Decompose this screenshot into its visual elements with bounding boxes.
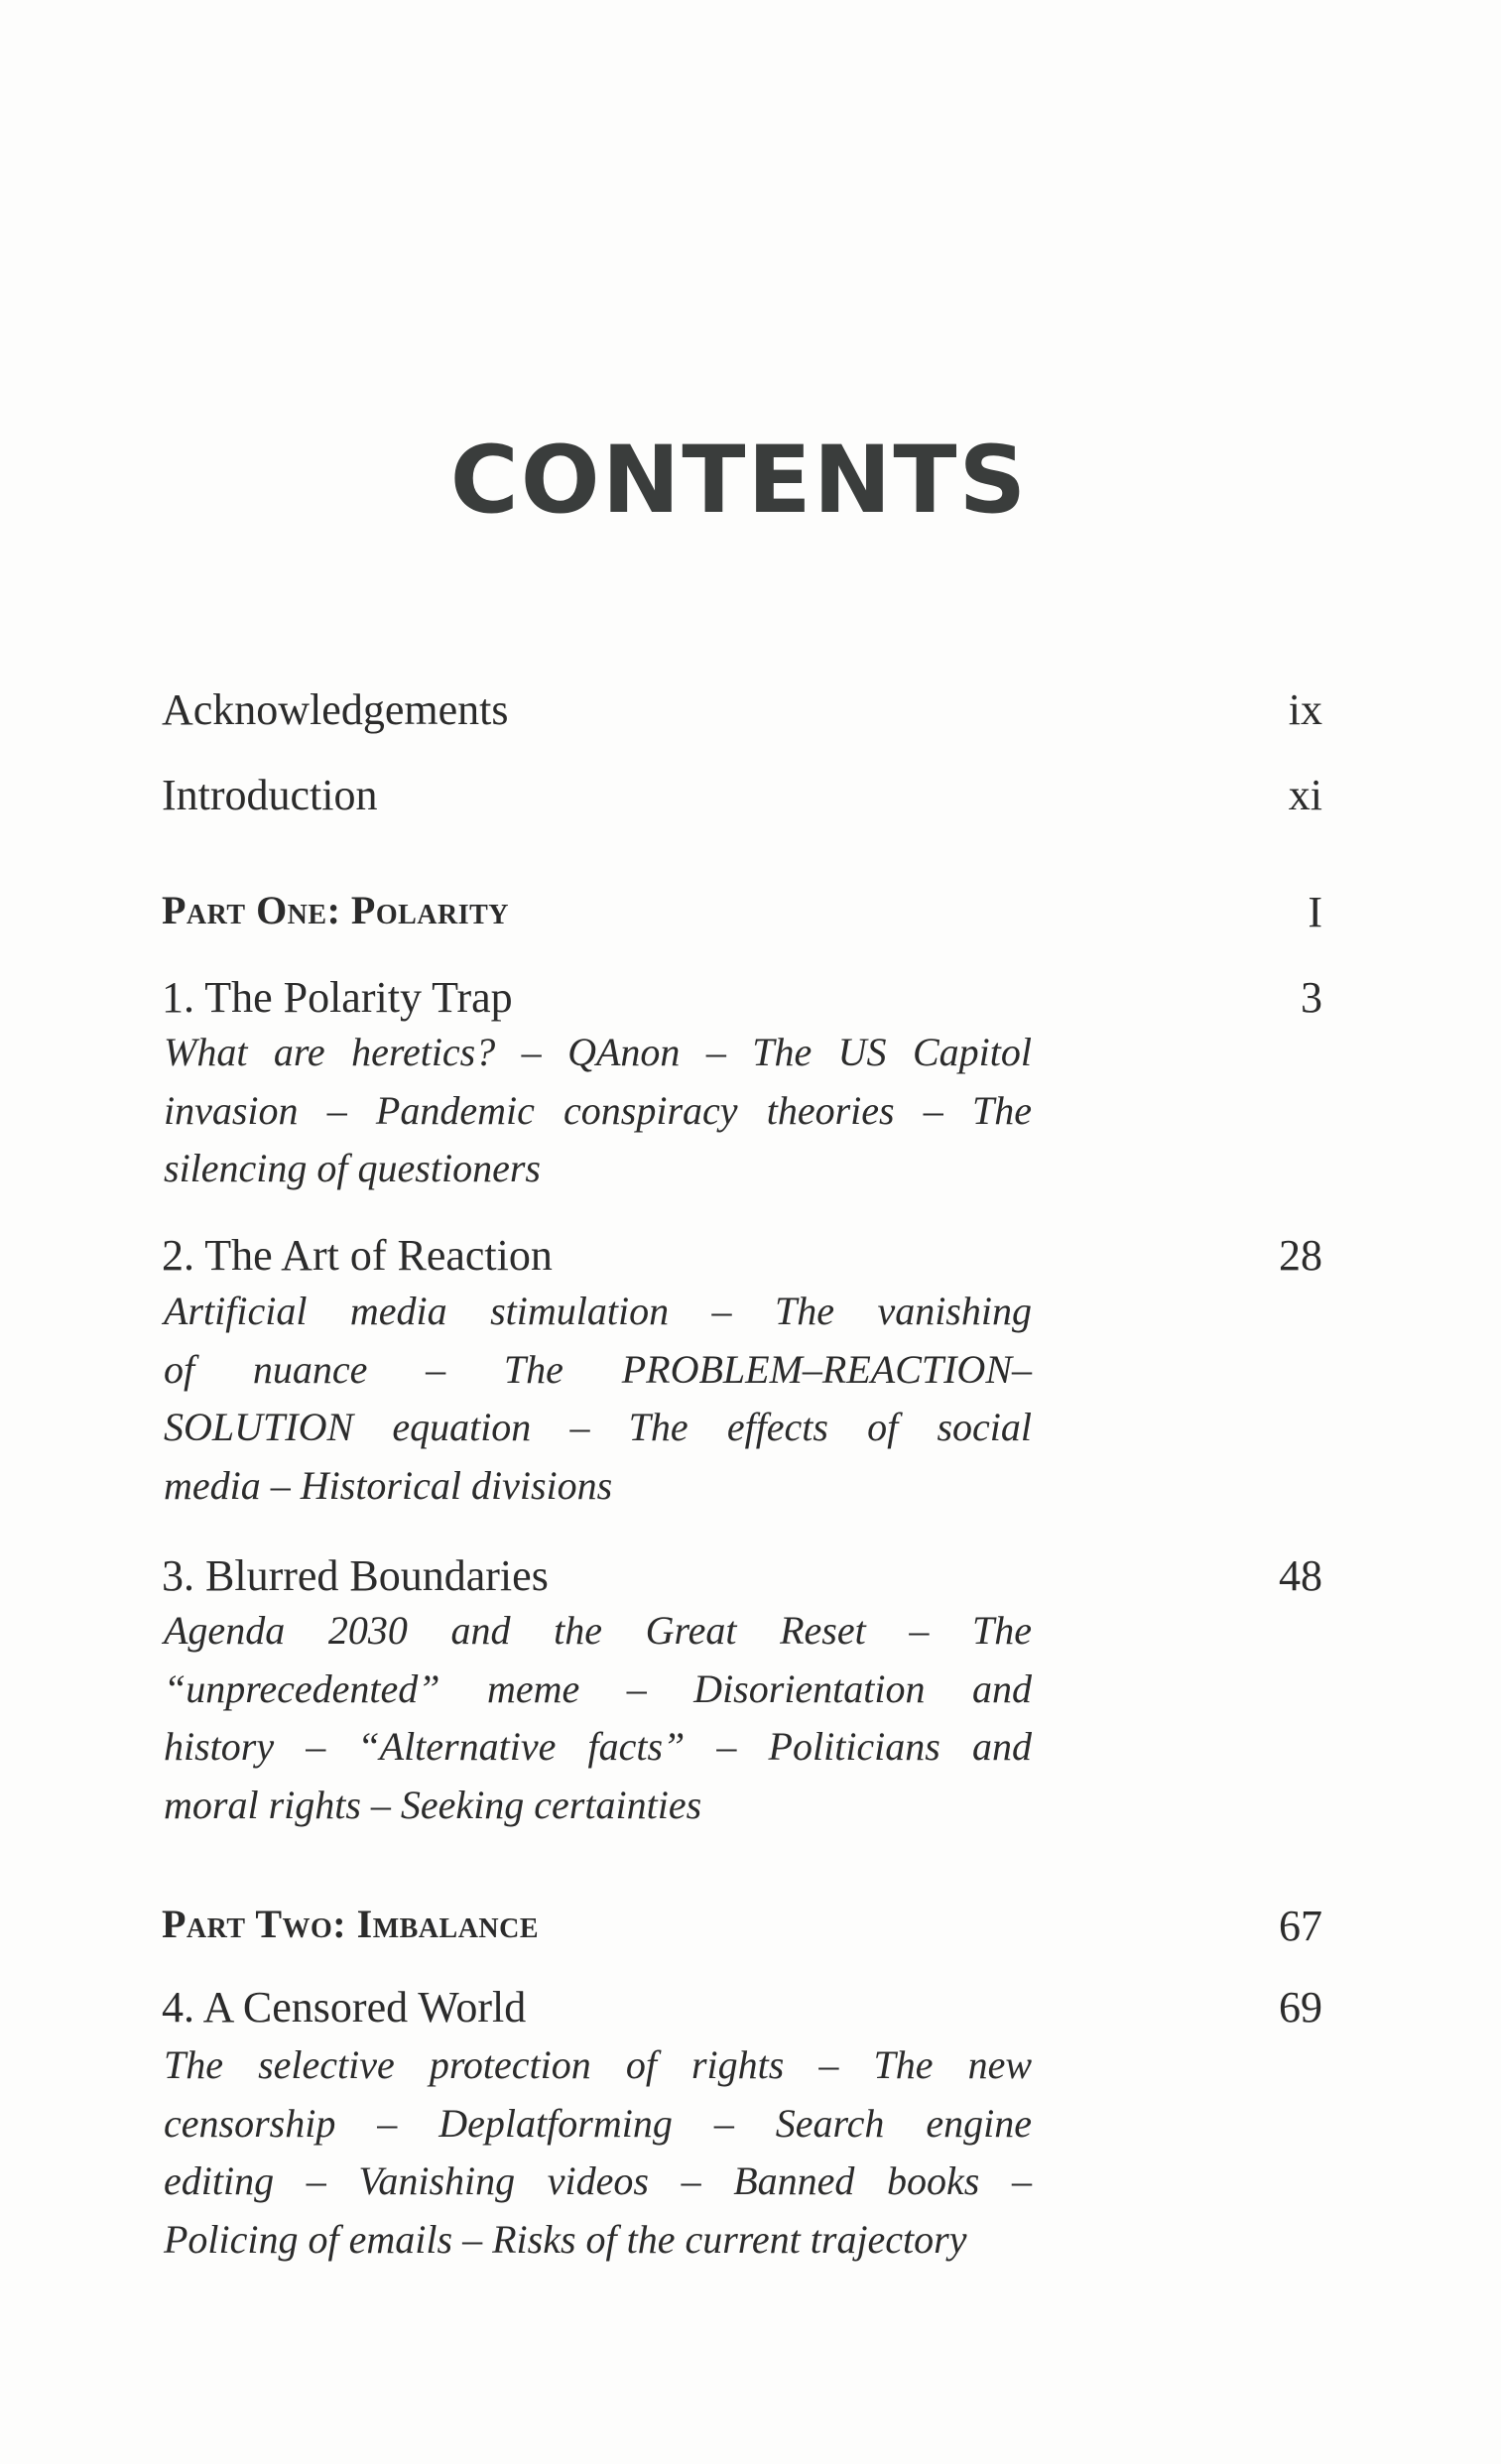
chapter-label: 2. The Art of Reaction — [162, 1231, 553, 1280]
toc-part-two[interactable] — [162, 1901, 1322, 1960]
chapter-page: 3 — [1301, 973, 1322, 1022]
entry-label: Introduction — [162, 771, 378, 819]
toc-entry-acknowledgements[interactable] — [162, 684, 1322, 744]
toc-entry-introduction[interactable] — [162, 770, 1322, 829]
summary-line: history – “Alternative facts” – Politicians and — [164, 1724, 1032, 1769]
page-title: CONTENTS — [449, 427, 1029, 535]
summary-line: media – Historical divisions — [164, 1462, 613, 1508]
summary-line: moral rights – Seeking certainties — [164, 1782, 702, 1827]
toc-chapter-4[interactable] — [162, 1982, 1322, 2041]
summary-line: SOLUTION equation – The effects of social — [164, 1405, 1032, 1449]
summary-line: of nuance – The PROBLEM–REACTION– — [164, 1346, 1032, 1392]
chapter-2-summary — [164, 1283, 1032, 1515]
toc-part-one[interactable] — [162, 887, 1322, 946]
summary-line: Policing of emails – Risks of the current trajectory — [164, 2216, 967, 2262]
summary-line: “unprecedented” meme – Disorientation and — [164, 1665, 1032, 1711]
summary-line: Agenda 2030 and the Great Reset – The — [164, 1608, 1032, 1653]
part-label: Part One: Polarity — [162, 888, 510, 932]
toc-chapter-2[interactable] — [162, 1230, 1322, 1290]
chapter-label: 3. Blurred Boundaries — [162, 1551, 549, 1600]
entry-page: xi — [1288, 771, 1322, 819]
toc-chapter-1[interactable] — [162, 972, 1322, 1032]
part-page: 67 — [1279, 1902, 1322, 1950]
chapter-label: 1. The Polarity Trap — [162, 973, 513, 1022]
chapter-4-summary — [164, 2036, 1032, 2269]
summary-line: What are heretics? – QAnon – The US Capitol — [164, 1030, 1032, 1074]
toc-chapter-3[interactable] — [162, 1550, 1322, 1610]
part-page: I — [1308, 888, 1322, 936]
summary-line: invasion – Pandemic conspiracy theories – The — [164, 1087, 1032, 1133]
entry-page: ix — [1288, 685, 1322, 734]
entry-label: Acknowledgements — [162, 685, 509, 734]
summary-line: silencing of questioners — [164, 1146, 541, 1190]
chapter-label: 4. A Censored World — [162, 1983, 527, 2032]
chapter-page: 48 — [1279, 1551, 1322, 1600]
chapter-page: 28 — [1279, 1231, 1322, 1280]
part-label: Part Two: Imbalance — [162, 1902, 540, 1946]
chapter-1-summary — [164, 1024, 1032, 1198]
summary-line: Artificial media stimulation – The vanishing — [164, 1289, 1032, 1333]
summary-line: censorship – Deplatforming – Search engine — [164, 2100, 1032, 2146]
chapter-page: 69 — [1279, 1983, 1322, 2032]
chapter-3-summary — [164, 1602, 1032, 1834]
summary-line: The selective protection of rights – The new — [164, 2042, 1032, 2087]
summary-line: editing – Vanishing videos – Banned books – — [164, 2158, 1032, 2203]
